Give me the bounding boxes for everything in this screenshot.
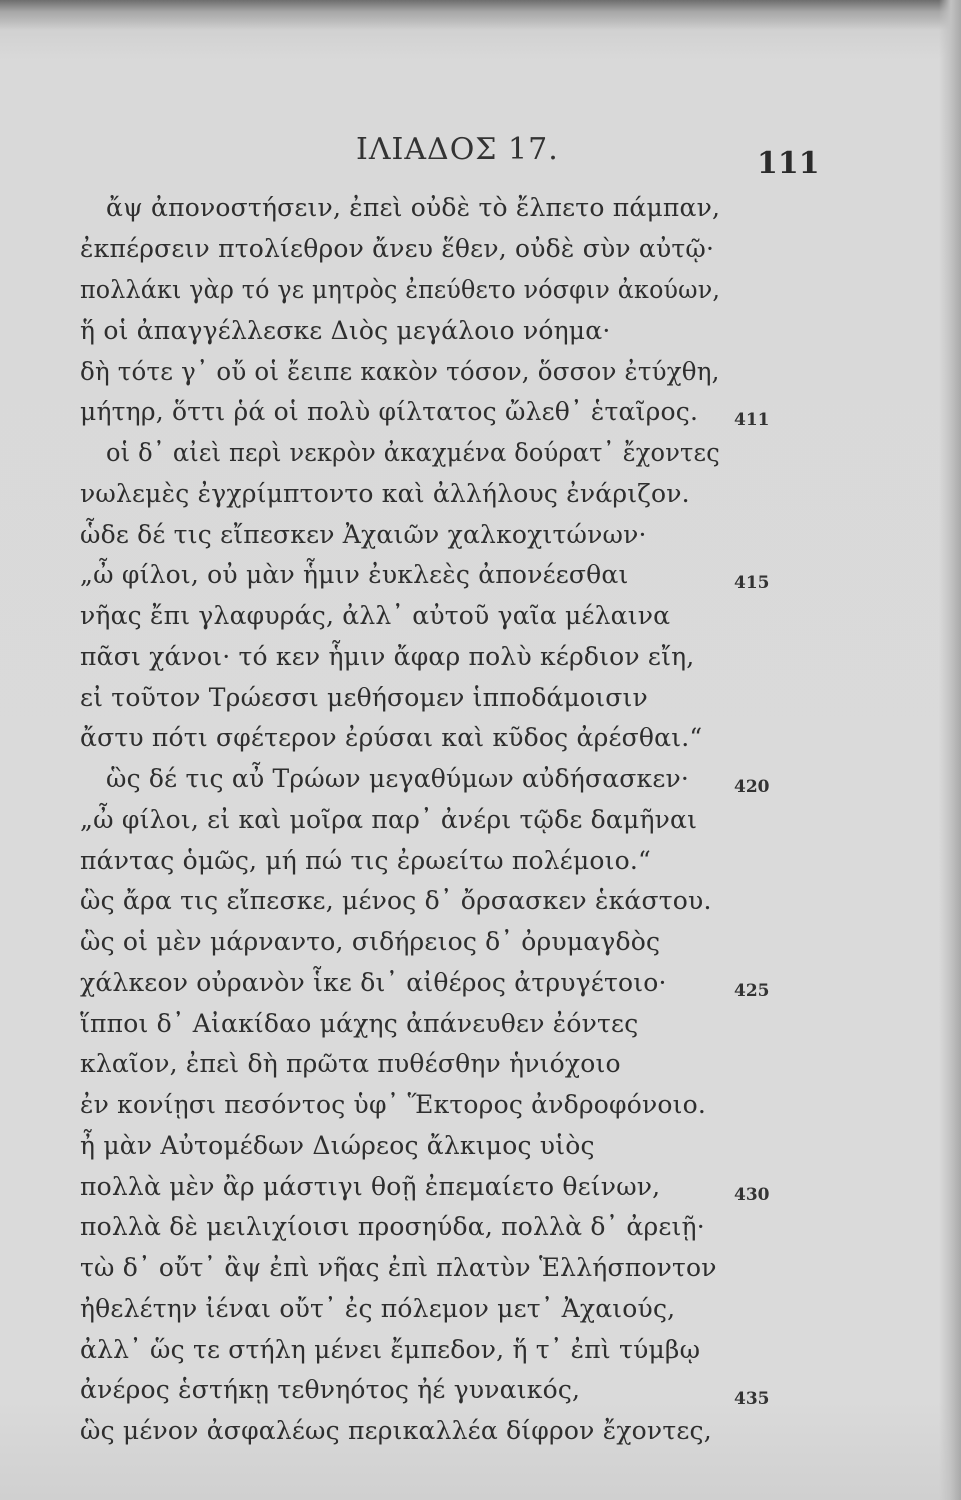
verse-line-29: ἀλλ᾽ ὥς τε στήλη μένει ἔμπεδον, ἥ τ᾽ ἐπὶ τύμβῳ [80, 1335, 701, 1364]
verse-line-26: πολλὰ δὲ μειλιχίοισι προσηύδα, πολλὰ δ᾽ ἀρειῇ· [80, 1212, 705, 1241]
verse-line-23: ἐν κονίῃσι πεσόντος ὑφ᾽ Ἕκτορος ἀνδροφόνοιο. [80, 1090, 707, 1119]
verse-line-5: δὴ τότε γ᾽ οὔ οἱ ἔειπε κακὸν τόσον, ὅσσον ἐτύχθη, [80, 357, 720, 386]
verse-line-3: πολλάκι γὰρ τό γε μητρὸς ἐπεύθετο νόσφιν ἀκούων, [80, 275, 721, 304]
verse-line-22: κλαῖον, ἐπεὶ δὴ πρῶτα πυθέσθην ἡνιόχοιο [80, 1049, 621, 1078]
verse-line-28: ἠθελέτην ἰέναι οὔτ᾽ ἐς πόλεμον μετ᾽ Ἀχαιούς, [80, 1294, 676, 1323]
verse-line-7: οἱ δ᾽ αἰεὶ περὶ νεκρὸν ἀκαχμένα δούρατ᾽ ἔχοντες [106, 438, 720, 467]
line-number-420: 420 [734, 777, 770, 797]
verse-line-25: πολλὰ μὲν ἂρ μάστιγι θοῇ ἐπεμαίετο θείνων, [80, 1172, 661, 1201]
verse-line-31: ὣς μένον ἀσφαλέως περικαλλέα δίφρον ἔχοντες, [80, 1416, 712, 1445]
verse-line-12: πᾶσι χάνοι· τό κεν ἧμιν ἄφαρ πολὺ κέρδιον εἴη, [80, 642, 695, 671]
verse-line-21: ἵπποι δ᾽ Αἰακίδαο μάχης ἀπάνευθεν ἐόντες [80, 1009, 639, 1038]
line-number-415: 415 [734, 573, 770, 593]
verse-line-14: ἄστυ πότι σφέτερον ἐρύσαι καὶ κῦδος ἀρέσθαι.“ [80, 723, 703, 752]
verse-line-30: ἀνέρος ἑστήκῃ τεθνηότος ἠέ γυναικός, [80, 1375, 581, 1404]
verse-line-17: πάντας ὁμῶς, μή πώ τις ἐρωείτω πολέμοιο.“ [80, 846, 652, 875]
verse-line-1: ἄψ ἀπονοστήσειν, ἐπεὶ οὐδὲ τὸ ἔλπετο πάμπαν, [106, 193, 721, 222]
verse-line-10: „ὦ φίλοι, οὐ μὰν ἧμιν ἐυκλεὲς ἀπονέεσθαι [80, 560, 629, 589]
page-number: 111 [757, 146, 820, 181]
verse-line-13: εἰ τοῦτον Τρώεσσι μεθήσομεν ἱπποδάμοισιν [80, 683, 648, 712]
running-title: ΙΛΙΑΔΟΣ 17. [356, 132, 559, 167]
verse-line-2: ἐκπέρσειν πτολίεθρον ἄνευ ἕθεν, οὐδὲ σὺν αὐτῷ· [80, 234, 715, 263]
verse-line-8: νωλεμὲς ἐγχρίμπτοντο καὶ ἀλλήλους ἐνάριζον. [80, 479, 690, 508]
verse-line-4: ἥ οἱ ἀπαγγέλλεσκε Διὸς μεγάλοιο νόημα· [80, 316, 611, 345]
verse-line-19: ὣς οἱ μὲν μάρναντο, σιδήρειος δ᾽ ὀρυμαγδὸς [80, 927, 661, 956]
line-number-430: 430 [734, 1185, 770, 1205]
verse-line-9: ὧδε δέ τις εἴπεσκεν Ἀχαιῶν χαλκοχιτώνων· [80, 520, 647, 549]
verse-line-16: „ὦ φίλοι, εἰ καὶ μοῖρα παρ᾽ ἀνέρι τῷδε δαμῆναι [80, 805, 698, 834]
verse-line-18: ὣς ἄρα τις εἴπεσκε, μένος δ᾽ ὄρσασκεν ἑκάστου. [80, 886, 712, 915]
verse-line-20: χάλκεον οὐρανὸν ἷκε δι᾽ αἰθέρος ἀτρυγέτοιο· [80, 968, 667, 997]
verse-line-6: μήτηρ, ὅττι ῥά οἱ πολὺ φίλτατος ὤλεθ᾽ ἑταῖρος. [80, 397, 699, 426]
verse-line-15: ὣς δέ τις αὖ Τρώων μεγαθύμων αὐδήσασκεν· [106, 764, 690, 793]
verse-line-24: ἦ μὰν Αὐτομέδων Διώρεος ἄλκιμος υἱὸς [80, 1131, 595, 1160]
verse-line-11: νῆας ἔπι γλαφυράς, ἀλλ᾽ αὐτοῦ γαῖα μέλαινα [80, 601, 671, 630]
verse-line-27: τὼ δ᾽ οὔτ᾽ ἂψ ἐπὶ νῆας ἐπὶ πλατὺν Ἑλλήσποντον [80, 1253, 717, 1282]
line-number-435: 435 [734, 1389, 770, 1409]
line-number-425: 425 [734, 981, 770, 1001]
line-number-411: 411 [734, 410, 770, 430]
